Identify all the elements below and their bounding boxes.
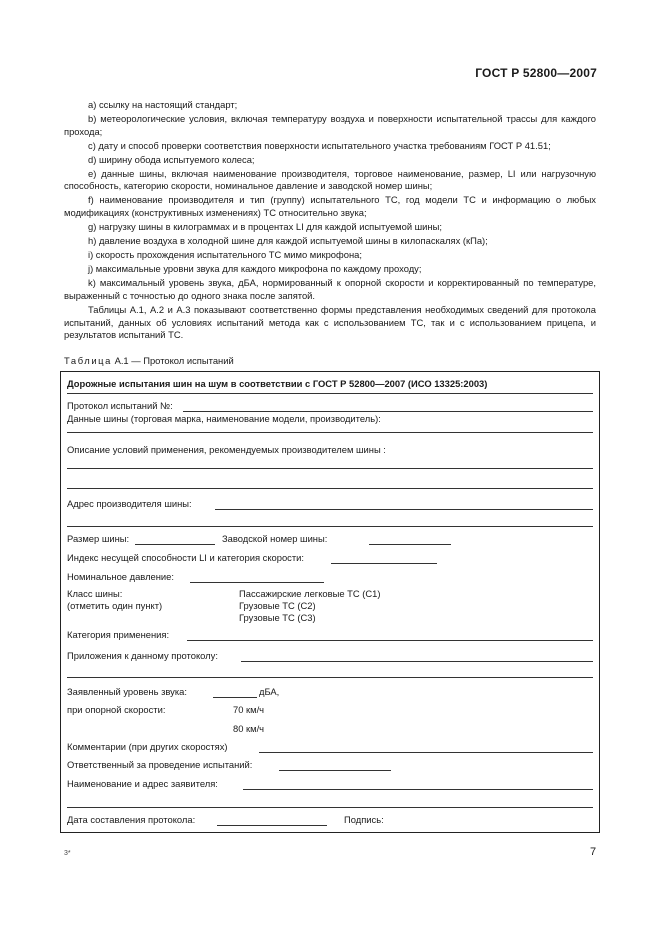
- tire-class-note: (отметить один пункт): [67, 600, 163, 611]
- list-item-d: d) ширину обода испытуемого колеса;: [88, 153, 255, 165]
- attachments-line-2[interactable]: [67, 677, 593, 678]
- tire-size-label: Размер шины:: [67, 533, 130, 544]
- class-c2-option[interactable]: Грузовые ТС (С2): [239, 600, 316, 611]
- usage-description-line-1[interactable]: [67, 468, 593, 469]
- list-item-b: b) метеорологические условия, включая температуру воздуха и поверхности испытательной трассы для каждого прохода;: [64, 112, 596, 137]
- responsible-field[interactable]: [279, 770, 391, 771]
- class-c3-option[interactable]: Грузовые ТС (С3): [239, 612, 316, 623]
- nominal-pressure-label: Номинальное давление:: [67, 571, 174, 582]
- list-item-f: f) наименование производителя и тип (группу) испытательного ТС, год модели ТС и информацию о любых модификациях (конструктивных изменениях) ТС относительно звука;: [64, 194, 596, 219]
- applicant-field[interactable]: [243, 789, 593, 790]
- manufacturer-address-line-2[interactable]: [67, 526, 593, 527]
- manufacturer-address-field[interactable]: [215, 509, 593, 510]
- applicant-line-2[interactable]: [67, 807, 593, 808]
- declared-level-field[interactable]: [213, 697, 257, 698]
- list-item-h: h) давление воздуха в холодной шине для каждой испытуемой шины в килопаскалях (кПа);: [88, 235, 488, 247]
- signature-label: Подпись:: [344, 814, 384, 825]
- dba-unit: дБА,: [259, 686, 280, 697]
- class-c1-option[interactable]: Пассажирские легковые ТС (С1): [239, 588, 381, 599]
- manufacturer-address-label: Адрес производителя шины:: [67, 498, 192, 509]
- list-item-c: с) дату и способ проверки соответствия поверхности испытательного участка требованиям ГОСТ Р 41.51;: [88, 139, 551, 151]
- attachments-field[interactable]: [241, 661, 593, 662]
- list-item-g: g) нагрузку шины в килограммах и в процентах LI для каждой испытуемой шины;: [88, 221, 442, 233]
- list-item-e: e) данные шины, включая наименование производителя, торговое наименование, размер, LI или нагрузочную способность, категорию скорости, номинальное давление и заводской номер шины;: [64, 167, 596, 192]
- report-contents-list: [64, 99, 596, 343]
- usage-category-label: Категория применения:: [67, 629, 170, 640]
- usage-description-line-2[interactable]: [67, 488, 593, 489]
- speed-70: 70 км/ч: [233, 704, 265, 715]
- tire-data-label: Данные шины (торговая марка, наименование модели, производитель):: [67, 413, 381, 424]
- table-caption: [64, 355, 234, 366]
- list-item-i: i) скорость прохождения испытательного ТС мимо микрофона;: [88, 248, 362, 260]
- tables-paragraph: Таблицы А.1, А.2 и А.3 показывают соответственно формы представления необходимых сведений для протокола испытаний, данных об условиях испытаний метода как с использованием ТС, так и с использованием прицепа, и результатов испытаний ТС.: [64, 303, 596, 341]
- report-date-label: Дата составления протокола:: [67, 814, 196, 825]
- list-item-a: а) ссылку на настоящий стандарт;: [88, 99, 238, 110]
- load-index-label: Индекс несущей способности LI и категория скорости:: [67, 552, 304, 563]
- nominal-pressure-field[interactable]: [190, 582, 324, 583]
- protocol-number-field[interactable]: [183, 411, 593, 412]
- usage-category-field[interactable]: [187, 640, 593, 641]
- sheet-mark: 3*: [64, 850, 71, 857]
- comments-field[interactable]: [259, 752, 593, 753]
- serial-number-field[interactable]: [369, 544, 451, 545]
- reference-speed-label: при опорной скорости:: [67, 704, 166, 715]
- load-index-field[interactable]: [331, 563, 437, 564]
- document-code: ГОСТ Р 52800—2007: [475, 66, 597, 80]
- tire-size-field[interactable]: [135, 544, 215, 545]
- comments-label: Комментарии (при других скоростях): [67, 741, 228, 752]
- protocol-number-label: Протокол испытаний №:: [67, 400, 173, 411]
- responsible-label: Ответственный за проведение испытаний:: [67, 759, 253, 770]
- serial-number-label: Заводской номер шины:: [222, 533, 328, 544]
- applicant-label: Наименование и адрес заявителя:: [67, 778, 218, 789]
- speed-80: 80 км/ч: [233, 723, 265, 734]
- declared-level-label: Заявленный уровень звука:: [67, 686, 187, 697]
- attachments-label: Приложения к данному протоколу:: [67, 650, 218, 661]
- list-item-k: k) максимальный уровень звука, дБА, нормированный к опорной скорости и корректированный по температуре, выраженный с точностью до одного знака после запятой.: [64, 276, 596, 301]
- title-rule: [67, 393, 593, 394]
- form-title: Дорожные испытания шин на шум в соответствии с ГОСТ Р 52800—2007 (ИСО 13325:2003): [67, 378, 488, 389]
- tire-class-label: Класс шины:: [67, 588, 123, 599]
- list-item-j: j) максимальные уровни звука для каждого микрофона по каждому проходу;: [88, 262, 422, 274]
- table-caption-prefix: Таблица: [64, 355, 112, 366]
- test-report-form: [60, 371, 600, 833]
- page-number: 7: [590, 846, 597, 858]
- usage-description-label: Описание условий применения, рекомендуемых производителем шины :: [67, 444, 386, 455]
- table-caption-text: А.1 — Протокол испытаний: [114, 355, 234, 366]
- report-date-field[interactable]: [217, 825, 327, 826]
- tire-data-field[interactable]: [67, 432, 593, 433]
